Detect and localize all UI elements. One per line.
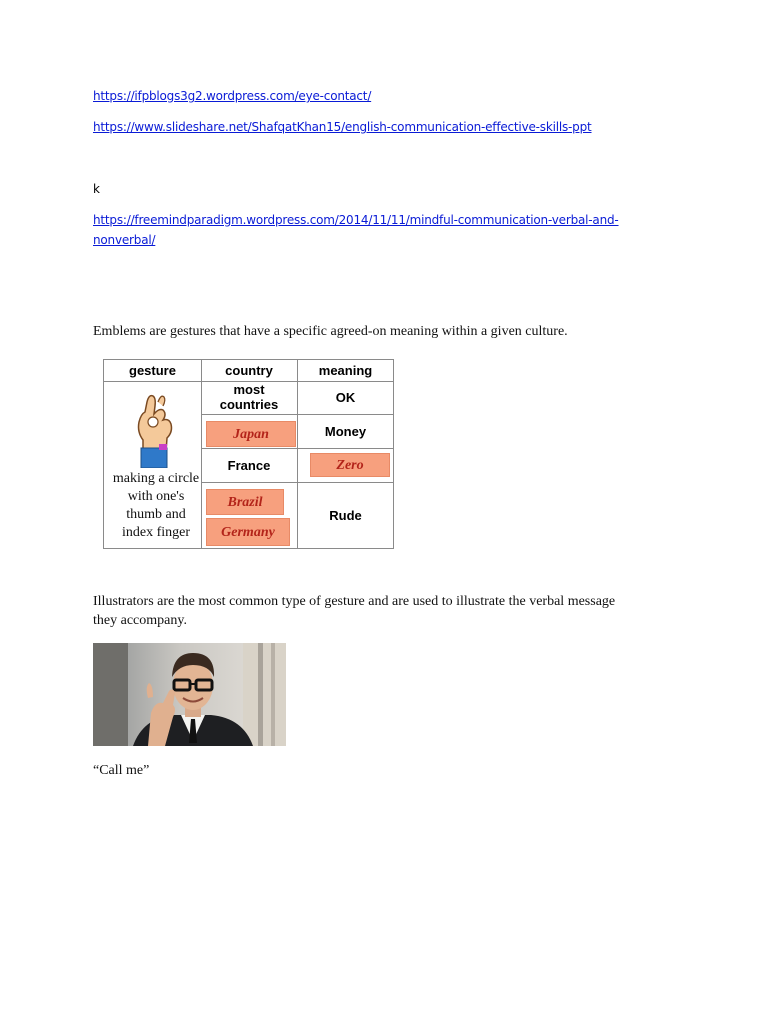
country-japan: Japan — [206, 421, 296, 447]
illustrators-paragraph-line1: Illustrators are the most common type of gesture and are used to illustrate the verbal message — [93, 594, 616, 609]
country-brazil: Brazil — [206, 489, 284, 515]
meaning-rude: Rude — [329, 508, 362, 523]
meaning-ok: OK — [335, 390, 356, 405]
call-me-caption: “Call me” — [93, 763, 150, 778]
stray-letter: k — [93, 182, 100, 196]
link-eye-contact[interactable]: https://ifpblogs3g2.wordpress.com/eye-contact/ — [93, 89, 372, 103]
link-slideshare[interactable]: https://www.slideshare.net/ShafqatKhan15/english-communication-effective-skills-ppt — [93, 120, 592, 134]
gesture-description: making a circle with one's thumb and index finger — [112, 471, 200, 540]
ok-hand-icon — [129, 388, 179, 468]
gesture-table — [103, 359, 394, 549]
emblems-paragraph: Emblems are gestures that have a specific agreed-on meaning within a given culture. — [93, 324, 568, 339]
link-freemindparadigm-cont[interactable]: nonverbal/ — [93, 233, 156, 247]
meaning-zero: Zero — [310, 453, 390, 477]
country-most-countries: most countries — [219, 382, 279, 412]
link-freemindparadigm[interactable]: https://freemindparadigm.wordpress.com/2014/11/11/mindful-communication-verbal-and- — [93, 213, 619, 227]
call-me-photo — [93, 643, 286, 746]
meaning-money: Money — [324, 424, 367, 439]
header-country: country — [225, 363, 273, 378]
country-germany: Germany — [206, 518, 290, 546]
gesture-table-image — [93, 353, 407, 573]
illustrators-paragraph-line2: they accompany. — [93, 613, 187, 628]
header-meaning: meaning — [318, 363, 373, 378]
country-france: France — [227, 458, 271, 473]
header-gesture: gesture — [129, 363, 176, 378]
